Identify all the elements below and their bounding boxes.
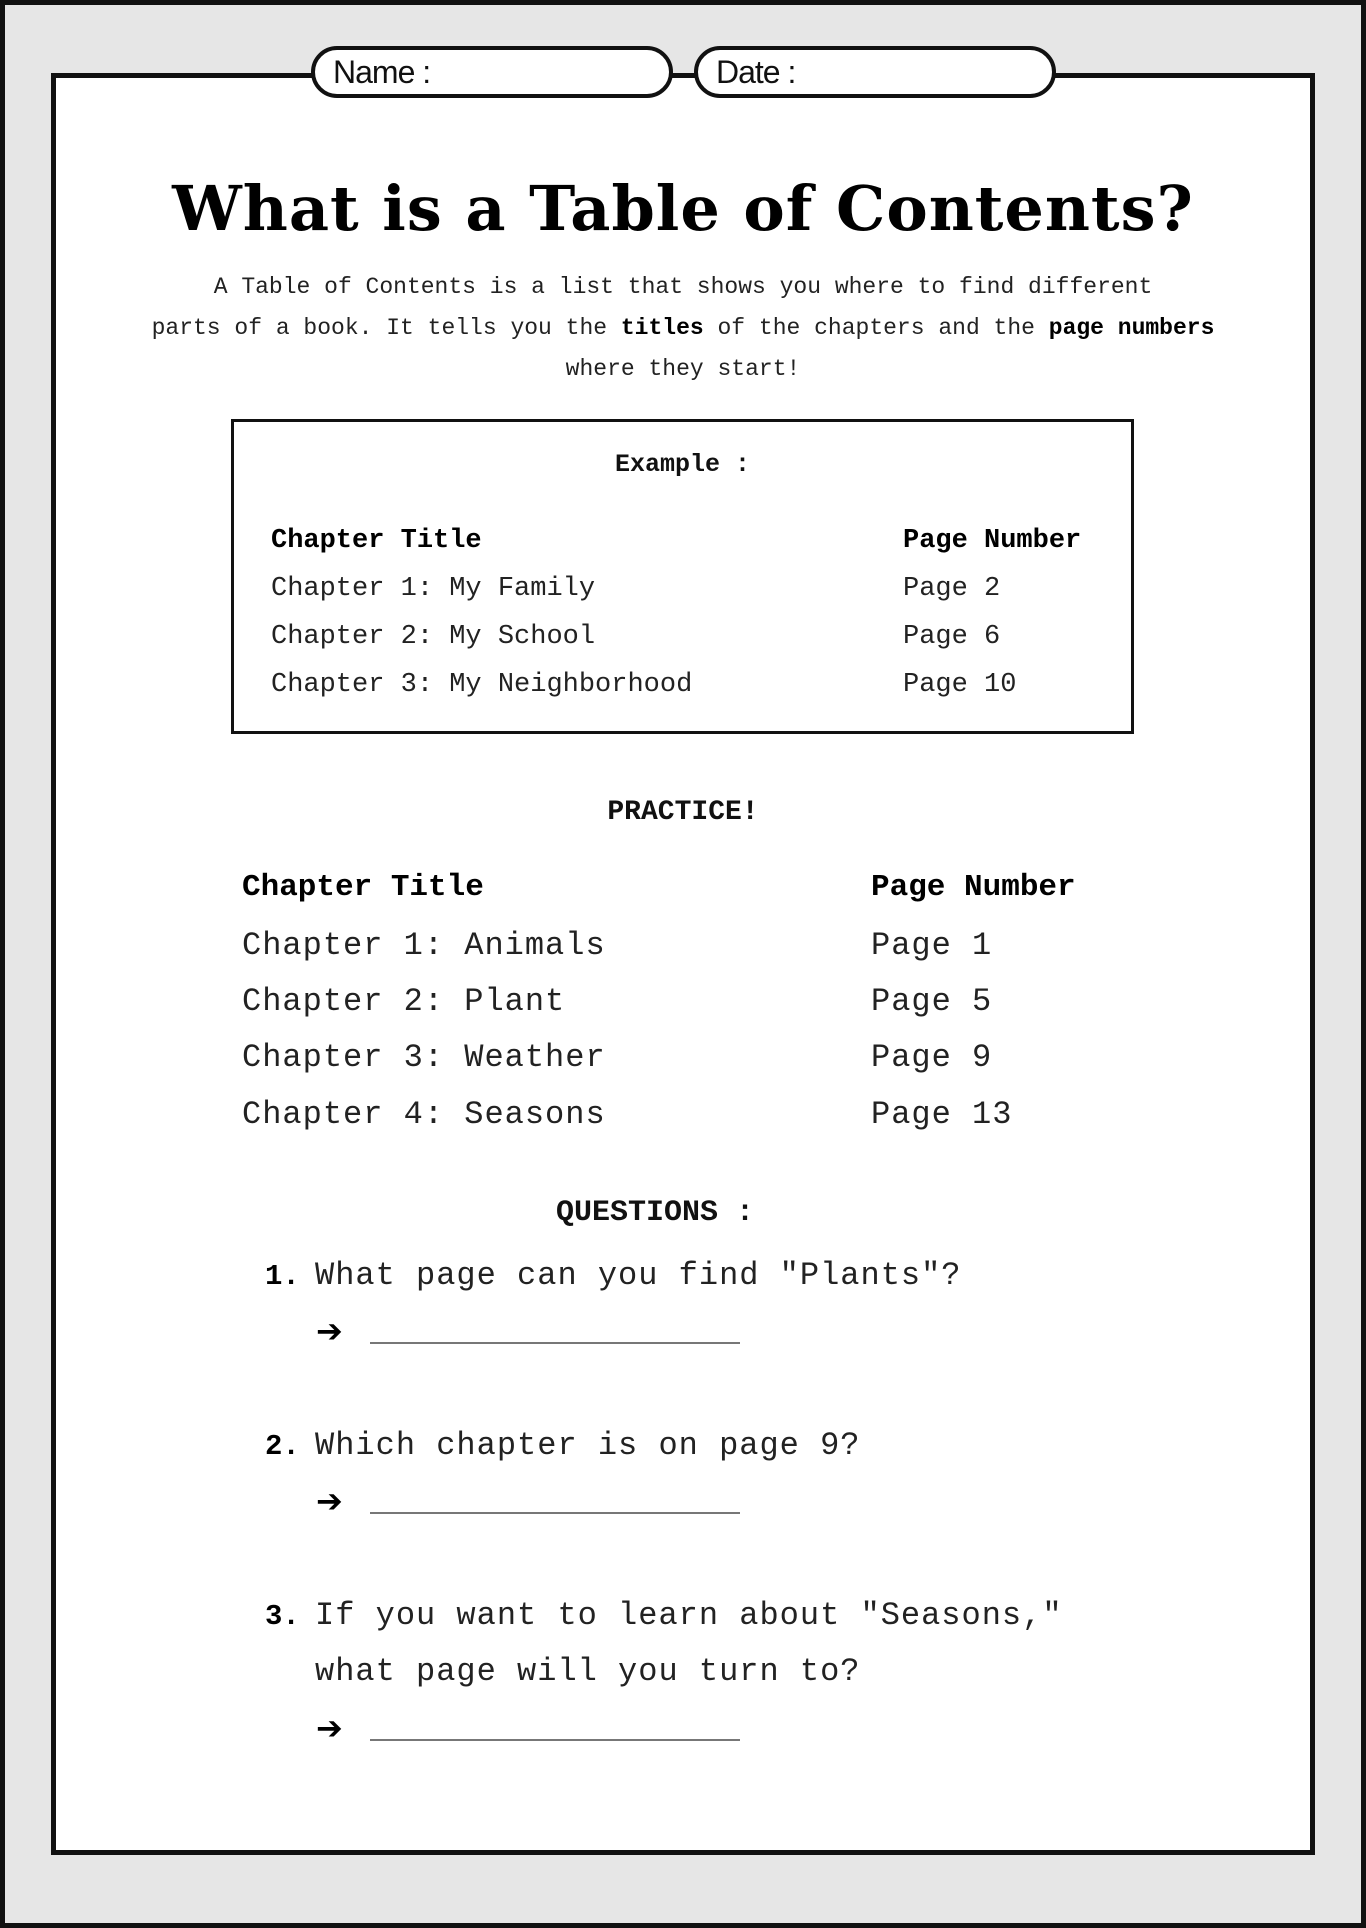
arrow-right-icon: ➔ <box>316 1312 343 1350</box>
practice-page: Page 5 <box>871 983 993 1020</box>
practice-chapter: Chapter 4: Seasons <box>242 1096 606 1133</box>
intro-text: of the chapters and the <box>703 315 1049 341</box>
example-chapter: Chapter 1: My Family <box>271 574 596 604</box>
practice-page: Page 1 <box>871 927 993 964</box>
answer-line-1[interactable] <box>316 1312 343 1352</box>
example-row <box>234 622 1131 662</box>
practice-header-row <box>0 870 1366 920</box>
practice-chapter: Chapter 3: Weather <box>242 1039 606 1076</box>
answer-blank[interactable] <box>370 1739 740 1741</box>
practice-row <box>0 927 1366 977</box>
example-col-chapter-header: Chapter Title <box>271 526 482 556</box>
practice-chapter: Chapter 1: Animals <box>242 927 606 964</box>
intro-line-2 <box>95 308 1271 349</box>
questions-heading: QUESTIONS : <box>555 1196 755 1230</box>
question-text: what page will you turn to? <box>315 1653 861 1690</box>
example-heading: Example : <box>614 450 751 479</box>
practice-page: Page 13 <box>871 1096 1013 1133</box>
example-page: Page 10 <box>903 670 1017 700</box>
example-row <box>234 574 1131 614</box>
name-label: Name : <box>333 54 431 90</box>
intro-bold-titles: titles <box>620 315 704 341</box>
arrow-right-icon: ➔ <box>316 1482 343 1520</box>
example-box <box>231 419 1134 734</box>
example-row <box>234 670 1131 710</box>
question-text: What page can you find "Plants"? <box>315 1257 962 1294</box>
practice-row <box>0 1039 1366 1089</box>
intro-bold-page-numbers: page numbers <box>1048 315 1215 341</box>
example-col-page-header: Page Number <box>903 526 1082 556</box>
intro-paragraph <box>95 267 1271 390</box>
question-number: 1. <box>265 1260 300 1293</box>
practice-col-page-header: Page Number <box>871 870 1076 905</box>
question-number: 2. <box>265 1430 300 1463</box>
practice-chapter: Chapter 2: Plant <box>242 983 566 1020</box>
example-chapter: Chapter 2: My School <box>271 622 596 652</box>
question-2 <box>265 1427 861 1464</box>
intro-line-3: where they start! <box>565 356 801 382</box>
practice-page: Page 9 <box>871 1039 993 1076</box>
page-title: What is a Table of Contents? <box>172 172 1194 245</box>
example-page: Page 2 <box>903 574 1001 604</box>
answer-line-3[interactable] <box>316 1709 343 1749</box>
practice-row <box>0 983 1366 1033</box>
date-label: Date : <box>716 54 796 90</box>
question-text: If you want to learn about "Seasons," <box>315 1597 1063 1634</box>
practice-heading: PRACTICE! <box>607 797 759 828</box>
answer-blank[interactable] <box>370 1512 740 1514</box>
question-text: Which chapter is on page 9? <box>315 1427 861 1464</box>
intro-text: parts of a book. It tells you the <box>151 315 621 341</box>
intro-line-1: A Table of Contents is a list that shows you where to find different <box>213 274 1153 300</box>
practice-row <box>0 1096 1366 1146</box>
example-chapter: Chapter 3: My Neighborhood <box>271 670 693 700</box>
answer-line-2[interactable] <box>316 1482 343 1522</box>
name-field[interactable] <box>311 46 673 98</box>
example-page: Page 6 <box>903 622 1001 652</box>
question-3 <box>265 1597 1063 1634</box>
date-field[interactable] <box>694 46 1056 98</box>
question-number: 3. <box>265 1600 300 1633</box>
answer-blank[interactable] <box>370 1342 740 1344</box>
question-1 <box>265 1257 962 1294</box>
arrow-right-icon: ➔ <box>316 1709 343 1747</box>
practice-col-chapter-header: Chapter Title <box>242 870 484 905</box>
example-header-row <box>234 526 1131 566</box>
